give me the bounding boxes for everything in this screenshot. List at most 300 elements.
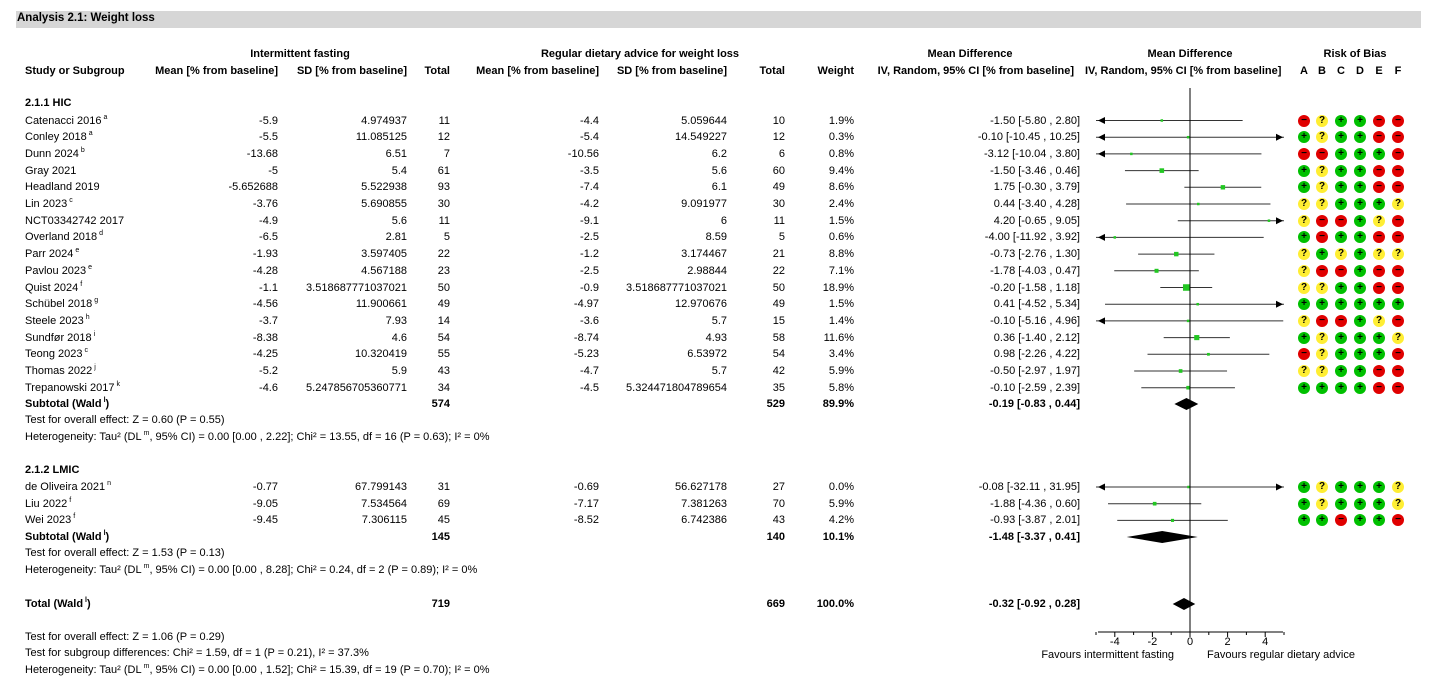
header-md1-bot: IV, Random, 95% CI [% from baseline] [877, 65, 1074, 77]
mean-rd: -2.5 [580, 264, 599, 277]
subtotal-hic-test: Test for overall effect: Z = 0.60 (P = 0.55) [25, 414, 225, 426]
total-rd: 70 [772, 497, 785, 510]
favours-left-label: Favours intermittent fasting [1041, 649, 1174, 661]
footnote-marker: c [84, 347, 88, 355]
rob-low-icon: + [1354, 382, 1366, 394]
header-group2: Regular dietary advice for weight loss [540, 48, 740, 60]
label-suffix: ) [87, 598, 91, 610]
effect-square [1187, 320, 1190, 323]
rob-some-icon: ? [1373, 248, 1385, 260]
total-if: 34 [437, 381, 450, 394]
mean-rd: -5.4 [580, 131, 599, 144]
mean-if: -3.7 [259, 314, 278, 327]
weight: 7.1% [828, 264, 854, 277]
rob-low-icon: + [1298, 481, 1310, 493]
rob-low-icon: + [1354, 165, 1366, 177]
rob-low-icon: + [1335, 115, 1347, 127]
rob-low-icon: + [1354, 348, 1366, 360]
rob-high-icon: − [1373, 131, 1385, 143]
header-study: Study or Subgroup [25, 65, 125, 77]
mean-diff-ci: -3.12 [-10.04 , 3.80] [983, 147, 1080, 160]
total-if: 45 [437, 514, 450, 527]
rob-high-icon: − [1392, 282, 1404, 294]
header-weight: Weight [817, 65, 854, 77]
rob-low-icon: + [1373, 332, 1385, 344]
effect-square [1155, 269, 1159, 273]
effect-square [1268, 219, 1271, 222]
rob-low-icon: + [1335, 198, 1347, 210]
total-if: 93 [437, 181, 450, 194]
total-rd: 60 [772, 164, 785, 177]
favours-right-label: Favours regular dietary advice [1207, 649, 1355, 661]
rob-high-icon: − [1373, 115, 1385, 127]
ci-arrow-left [1098, 117, 1105, 124]
label-suffix: , 95% CI) = 0.00 [0.00 , 8.28]; Chi² = 0.24, df = 2 (P = 0.89); I² = 0% [149, 564, 478, 576]
total-if: 55 [437, 348, 450, 361]
mean-rd: -7.17 [573, 497, 599, 510]
weight: 0.3% [828, 131, 854, 144]
footnote-marker: c [69, 197, 73, 204]
ci-arrow-left [1098, 484, 1105, 491]
header-md1-top: Mean Difference [927, 48, 1013, 60]
mean-diff-ci: -1.50 [-5.80 , 2.80] [990, 114, 1080, 127]
sd-rd: 5.059644 [681, 114, 727, 127]
header-mean2: Mean [% from baseline] [476, 65, 599, 77]
sd-if: 4.567188 [361, 264, 407, 277]
ci-arrow-left [1098, 134, 1105, 141]
total-weight: 100.0% [816, 598, 854, 610]
footnote-marker: i [93, 330, 96, 338]
rob-high-icon: − [1392, 181, 1404, 193]
rob-low-icon: + [1335, 298, 1347, 310]
sd-if: 5.247856705360771 [306, 381, 407, 394]
mean-diff-ci: -0.10 [-2.59 , 2.39] [990, 381, 1080, 394]
footnote-marker: a [88, 130, 93, 138]
rob-low-icon: + [1335, 231, 1347, 243]
rob-col-f: F [1394, 65, 1402, 77]
mean-diff-ci: 0.44 [-3.40 , 4.28] [993, 198, 1080, 210]
rob-some-icon: ? [1316, 115, 1328, 127]
mean-rd: -3.6 [580, 314, 599, 327]
sd-if: 7.306115 [361, 514, 407, 527]
mean-diff-ci: -0.93 [-3.87 , 2.01] [990, 514, 1080, 527]
footnote-marker: m [143, 663, 150, 670]
rob-col-a: A [1300, 65, 1308, 77]
rob-low-icon: + [1335, 148, 1347, 160]
header-sd1: SD [% from baseline] [296, 65, 407, 77]
rob-high-icon: − [1373, 365, 1385, 377]
rob-low-icon: + [1373, 148, 1385, 160]
weight: 8.6% [828, 181, 854, 194]
rob-low-icon: + [1335, 282, 1347, 294]
sd-rd: 6.1 [711, 181, 727, 194]
total-rd: 50 [772, 281, 785, 294]
rob-high-icon: − [1392, 315, 1404, 327]
rob-low-icon: + [1354, 332, 1366, 344]
rob-low-icon: + [1373, 348, 1385, 360]
subtotal-hic-total-if: 574 [431, 398, 450, 410]
effect-square [1114, 236, 1117, 239]
footnote-marker: m [143, 430, 150, 437]
label-text: Subtotal (Wald [25, 531, 102, 543]
label-text: de Oliveira 2021 [25, 481, 106, 493]
total-rd: 27 [772, 481, 785, 493]
effect-square [1207, 353, 1210, 356]
subtotal-hic-ci: -0.19 [-0.83 , 0.44] [988, 398, 1080, 410]
rob-high-icon: − [1316, 265, 1328, 277]
footnote-marker: a [103, 113, 108, 121]
rob-some-icon: ? [1316, 332, 1328, 344]
total-diamond [1173, 598, 1196, 610]
rob-low-icon: + [1354, 481, 1366, 493]
rob-low-icon: + [1335, 165, 1347, 177]
sd-rd: 6.2 [711, 147, 727, 160]
mean-if: -9.05 [252, 497, 278, 510]
header-mean1: Mean [% from baseline] [155, 65, 278, 77]
effect-square [1174, 252, 1178, 256]
rob-high-icon: − [1392, 115, 1404, 127]
footnote-marker: e [75, 247, 80, 255]
total-rd: 30 [772, 198, 785, 210]
rob-high-icon: − [1298, 148, 1310, 160]
rob-low-icon: + [1298, 382, 1310, 394]
rob-some-icon: ? [1392, 481, 1404, 493]
footer-test-subgroup: Test for subgroup differences: Chi² = 1.59, df = 1 (P = 0.21), I² = 37.3% [25, 647, 369, 659]
ci-arrow-right [1276, 217, 1283, 224]
total-if: 5 [443, 231, 450, 244]
mean-if: -4.9 [259, 214, 278, 227]
rob-low-icon: + [1316, 514, 1328, 526]
rob-low-icon: + [1354, 148, 1366, 160]
sd-if: 4.6 [391, 331, 407, 344]
sd-if: 67.799143 [355, 481, 407, 493]
sd-rd: 5.7 [711, 365, 727, 377]
mean-rd: -4.97 [573, 298, 599, 311]
label-text: Pavlou 2023 [25, 264, 87, 277]
mean-if: -0.77 [252, 481, 278, 493]
rob-low-icon: + [1354, 265, 1366, 277]
weight: 5.9% [828, 497, 854, 510]
rob-some-icon: ? [1373, 215, 1385, 227]
rob-high-icon: − [1392, 148, 1404, 160]
rob-high-icon: − [1335, 514, 1347, 526]
x-tick-label: -4 [1109, 636, 1120, 648]
mean-diff-ci: 4.20 [-0.65 , 9.05] [993, 214, 1080, 227]
sd-if: 7.534564 [361, 497, 407, 510]
footnote-marker: k [116, 380, 120, 388]
sd-if: 10.320419 [355, 348, 407, 361]
sd-rd: 4.93 [705, 331, 727, 344]
sd-if: 5.6 [391, 214, 407, 227]
sd-if: 7.93 [385, 314, 407, 327]
label-text: Parr 2024 [25, 248, 74, 261]
sd-if: 11.085125 [355, 131, 407, 144]
mean-if: -5.652688 [228, 181, 278, 194]
rob-high-icon: − [1335, 315, 1347, 327]
rob-high-icon: − [1373, 282, 1385, 294]
rob-low-icon: + [1354, 131, 1366, 143]
mean-rd: -5.23 [573, 348, 599, 361]
footnote-marker: b [80, 146, 85, 154]
rob-low-icon: + [1298, 181, 1310, 193]
subtotal-hic-diamond [1174, 398, 1198, 410]
label-text: Heterogeneity: Tau² (DL [25, 664, 142, 676]
rob-low-icon: + [1373, 514, 1385, 526]
mean-rd: -0.69 [573, 481, 599, 493]
weight: 9.4% [828, 164, 854, 177]
sd-rd: 8.59 [705, 231, 727, 244]
footnote-marker: g [94, 297, 99, 305]
rob-low-icon: + [1335, 365, 1347, 377]
label-text: Gray 2021 [25, 164, 77, 177]
total-rd: 11 [773, 214, 785, 227]
rob-some-icon: ? [1316, 348, 1328, 360]
rob-low-icon: + [1373, 498, 1385, 510]
total-if: 31 [437, 481, 450, 493]
label-suffix: , 95% CI) = 0.00 [0.00 , 2.22]; Chi² = 13.55, df = 16 (P = 0.63); I² = 0% [149, 431, 490, 443]
effect-square [1187, 486, 1190, 489]
rob-col-c: C [1337, 65, 1345, 77]
header-group1: Intermittent fasting [250, 48, 350, 60]
sd-if: 3.518687771037021 [306, 281, 407, 294]
subtotal-hic-total-rd: 529 [766, 398, 785, 410]
rob-some-icon: ? [1316, 282, 1328, 294]
rob-low-icon: + [1354, 215, 1366, 227]
mean-rd: -1.2 [580, 248, 599, 261]
total-if: 69 [437, 497, 450, 510]
mean-rd: -4.5 [580, 381, 599, 394]
label-text: Quist 2024 [25, 281, 79, 294]
sd-if: 6.51 [385, 147, 407, 160]
rob-high-icon: − [1316, 315, 1328, 327]
total-if: 23 [437, 264, 450, 277]
mean-diff-ci: -0.10 [-5.16 , 4.96] [990, 314, 1080, 327]
weight: 11.6% [823, 331, 854, 344]
mean-diff-ci: -1.50 [-3.46 , 0.46] [990, 164, 1080, 177]
rob-low-icon: + [1354, 298, 1366, 310]
total-rd: 35 [772, 381, 785, 394]
subtotal-lmic-weight: 10.1% [822, 531, 854, 543]
rob-low-icon: + [1354, 282, 1366, 294]
label-text: Heterogeneity: Tau² (DL [25, 564, 142, 576]
effect-square [1194, 335, 1199, 340]
total-rd: 49 [772, 298, 785, 311]
total-rd: 22 [772, 264, 785, 277]
rob-high-icon: − [1373, 181, 1385, 193]
effect-square [1197, 203, 1200, 206]
mean-diff-ci: 0.41 [-4.52 , 5.34] [993, 298, 1080, 311]
sd-rd: 7.381263 [681, 497, 727, 510]
ci-arrow-left [1098, 150, 1105, 157]
weight: 0.6% [828, 231, 854, 244]
total-if: 61 [437, 164, 450, 177]
mean-if: -4.56 [252, 298, 278, 311]
mean-if: -4.25 [252, 348, 278, 361]
label-text: Dunn 2024 [25, 147, 79, 160]
mean-diff-ci: -0.08 [-32.11 , 31.95] [978, 481, 1080, 493]
total-rd: 21 [772, 248, 785, 261]
rob-some-icon: ? [1316, 165, 1328, 177]
rob-high-icon: − [1373, 165, 1385, 177]
mean-diff-ci: -0.20 [-1.58 , 1.18] [990, 281, 1080, 294]
rob-low-icon: + [1298, 298, 1310, 310]
rob-high-icon: − [1392, 165, 1404, 177]
rob-high-icon: − [1316, 231, 1328, 243]
sd-rd: 3.174467 [681, 248, 727, 261]
label-text: Conley 2018 [25, 131, 87, 144]
mean-diff-ci: -0.73 [-2.76 , 1.30] [990, 248, 1080, 261]
rob-low-icon: + [1316, 248, 1328, 260]
header-md2-bot: IV, Random, 95% CI [% from baseline] [1085, 65, 1282, 77]
rob-some-icon: ? [1392, 498, 1404, 510]
rob-low-icon: + [1373, 481, 1385, 493]
header-sd2: SD [% from baseline] [616, 65, 727, 77]
mean-diff-ci: 0.98 [-2.26 , 4.22] [993, 348, 1080, 361]
rob-low-icon: + [1335, 382, 1347, 394]
rob-low-icon: + [1354, 231, 1366, 243]
rob-high-icon: − [1392, 215, 1404, 227]
sd-rd: 56.627178 [675, 481, 727, 493]
mean-if: -1.93 [252, 248, 278, 261]
mean-diff-ci: -4.00 [-11.92 , 3.92] [984, 231, 1080, 244]
label-suffix: , 95% CI) = 0.00 [0.00 , 1.52]; Chi² = 15.39, df = 19 (P = 0.70); I² = 0% [149, 664, 490, 676]
label-text: Thomas 2022 [25, 365, 93, 377]
ci-arrow-left [1098, 317, 1105, 324]
rob-low-icon: + [1335, 481, 1347, 493]
rob-some-icon: ? [1298, 282, 1310, 294]
x-tick-label: 0 [1186, 636, 1194, 648]
sd-rd: 3.518687771037021 [626, 281, 727, 294]
rob-some-icon: ? [1316, 131, 1328, 143]
sd-rd: 14.549227 [675, 131, 727, 144]
effect-square [1187, 136, 1190, 139]
footnote-marker: e [88, 263, 93, 271]
rob-high-icon: − [1392, 514, 1404, 526]
weight: 2.4% [828, 198, 854, 210]
total-rd: 15 [772, 314, 785, 327]
footnote-marker: n [107, 480, 112, 487]
analysis-title: Analysis 2.1: Weight loss [17, 12, 155, 24]
label-text: Lin 2023 [25, 198, 68, 210]
rob-low-icon: + [1354, 498, 1366, 510]
label-text: Catenacci 2016 [25, 114, 102, 127]
subtotal-lmic-total-if: 145 [431, 531, 450, 543]
sd-if: 5.522938 [361, 181, 407, 194]
rob-high-icon: − [1335, 215, 1347, 227]
ci-arrow-left [1098, 234, 1105, 241]
total-rd: 5 [778, 231, 785, 244]
total-rd: 6 [778, 147, 785, 160]
label-suffix: ) [105, 398, 110, 410]
rob-some-icon: ? [1316, 198, 1328, 210]
total-if: 11 [438, 214, 450, 227]
rob-some-icon: ? [1316, 498, 1328, 510]
sd-rd: 5.6 [711, 164, 727, 177]
mean-if: -5.5 [259, 131, 278, 144]
sd-if: 11.900661 [355, 298, 407, 311]
mean-diff-ci: -1.78 [-4.03 , 0.47] [990, 264, 1080, 277]
label-text: Liu 2022 [25, 497, 68, 510]
mean-diff-ci: -1.88 [-4.36 , 0.60] [990, 497, 1080, 510]
x-tick-label: 2 [1224, 636, 1231, 648]
total-rd: 49 [772, 181, 785, 194]
weight: 1.5% [828, 298, 854, 311]
total-total-if: 719 [431, 598, 450, 610]
weight: 18.9% [822, 281, 854, 294]
rob-high-icon: − [1392, 131, 1404, 143]
rob-low-icon: + [1335, 131, 1347, 143]
rob-some-icon: ? [1298, 365, 1310, 377]
rob-some-icon: ? [1298, 315, 1310, 327]
ci-arrow-right [1276, 484, 1283, 491]
effect-square [1161, 119, 1164, 122]
weight: 0.8% [828, 147, 854, 160]
x-tick-label: 4 [1262, 636, 1269, 648]
mean-if: -5.9 [259, 114, 278, 127]
total-if: 30 [437, 198, 450, 210]
rob-high-icon: − [1392, 382, 1404, 394]
mean-rd: -3.5 [580, 164, 599, 177]
effect-square [1183, 284, 1190, 291]
header-md2-top: Mean Difference [1147, 48, 1233, 60]
rob-low-icon: + [1335, 498, 1347, 510]
subtotal-lmic-diamond [1127, 531, 1198, 543]
effect-square [1196, 303, 1199, 306]
rob-some-icon: ? [1373, 315, 1385, 327]
rob-high-icon: − [1373, 231, 1385, 243]
rob-low-icon: + [1298, 231, 1310, 243]
rob-some-icon: ? [1392, 332, 1404, 344]
mean-rd: -4.7 [580, 365, 599, 377]
mean-diff-ci: 0.36 [-1.40 , 2.12] [993, 331, 1080, 344]
label-text: Subtotal (Wald [25, 398, 102, 410]
total-if: 50 [437, 281, 450, 294]
mean-rd: -4.2 [580, 198, 599, 210]
rob-high-icon: − [1298, 348, 1310, 360]
total-rd: 12 [772, 131, 785, 144]
weight: 5.8% [828, 381, 854, 394]
header-total1: Total [424, 65, 450, 77]
sd-if: 2.81 [385, 231, 407, 244]
rob-low-icon: + [1316, 382, 1328, 394]
total-rd: 42 [772, 365, 785, 377]
label-text: NCT03342742 2017 [25, 214, 125, 227]
mean-rd: -8.52 [573, 514, 599, 527]
effect-square [1130, 153, 1133, 156]
sd-if: 5.4 [391, 164, 407, 177]
rob-low-icon: + [1354, 198, 1366, 210]
header-total2: Total [759, 65, 785, 77]
mean-if: -6.5 [259, 231, 278, 244]
sd-rd: 9.091977 [681, 198, 727, 210]
ci-arrow-right [1276, 134, 1283, 141]
mean-if: -9.45 [252, 514, 278, 527]
footnote-marker: f [80, 280, 83, 288]
footnote-marker: j [94, 364, 96, 371]
sd-if: 5.9 [391, 365, 407, 377]
footer-test-overall: Test for overall effect: Z = 1.06 (P = 0.29) [25, 631, 225, 643]
subtotal-hic-weight: 89.9% [822, 398, 854, 410]
total-if: 49 [437, 298, 450, 311]
sd-rd: 2.98844 [687, 264, 727, 277]
header-rob-title: Risk of Bias [1323, 48, 1387, 60]
sd-if: 4.974937 [361, 114, 407, 127]
rob-high-icon: − [1392, 265, 1404, 277]
rob-some-icon: ? [1298, 265, 1310, 277]
rob-low-icon: + [1354, 115, 1366, 127]
effect-square [1179, 369, 1183, 373]
label-text: Total (Wald [25, 598, 84, 610]
